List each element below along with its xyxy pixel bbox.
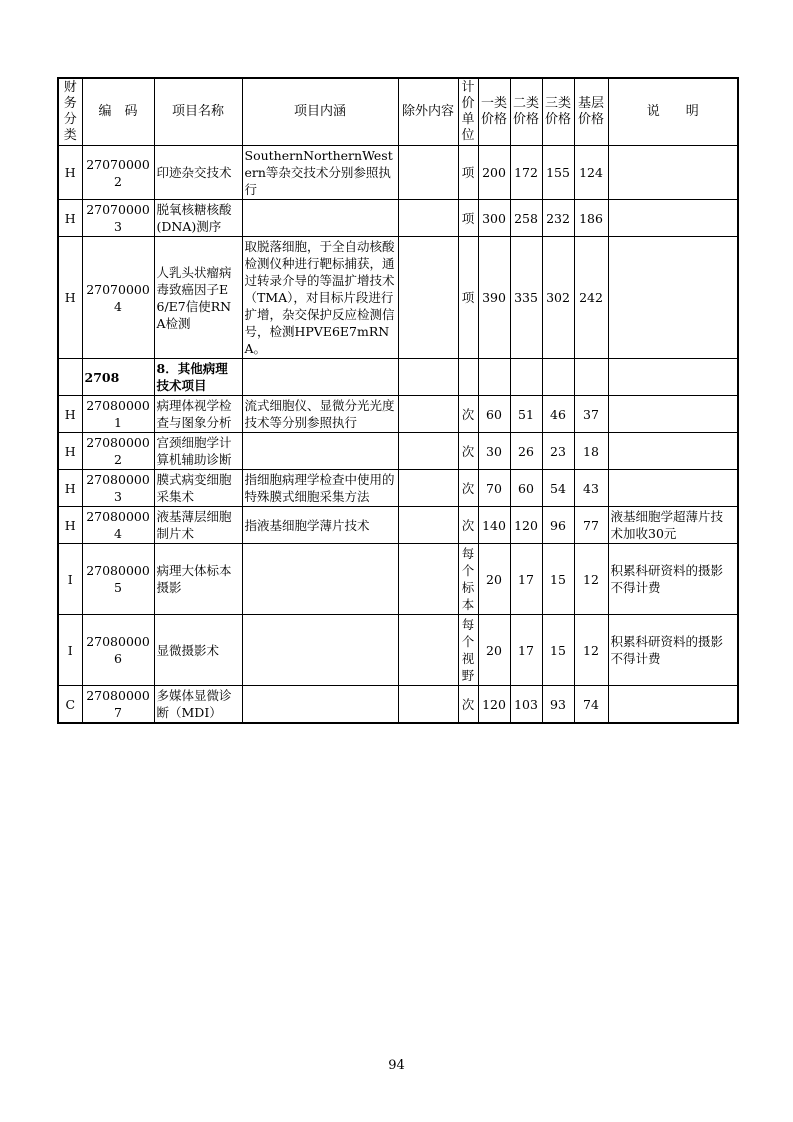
row-price1: 20 [478,615,510,686]
row-exclusions [398,433,458,470]
header-price1: 一类价格 [478,78,510,146]
row-content [242,359,398,396]
row-price1: 200 [478,146,510,200]
row-code: 270800004 [82,507,154,544]
row-exclusions [398,200,458,237]
row-exclusions [398,470,458,507]
row-notes [608,359,738,396]
row-unit: 每个标本 [458,544,478,615]
row-notes [608,396,738,433]
row-name: 多媒体显微诊断（MDI） [154,686,242,724]
row-price-base: 77 [574,507,608,544]
row-price2: 17 [510,544,542,615]
table-row [58,396,738,433]
row-category: H [58,237,82,359]
row-price3: 93 [542,686,574,724]
row-name: 病理体视学检查与图象分析 [154,396,242,433]
table-row [58,433,738,470]
row-price2: 60 [510,470,542,507]
row-price2: 258 [510,200,542,237]
row-exclusions [398,544,458,615]
row-name: 8．其他病理技术项目 [154,359,242,396]
row-notes [608,146,738,200]
row-price-base: 124 [574,146,608,200]
row-price2: 120 [510,507,542,544]
header-price-base: 基层价格 [574,78,608,146]
row-price3: 96 [542,507,574,544]
row-category: I [58,615,82,686]
row-price-base: 242 [574,237,608,359]
row-price2: 17 [510,615,542,686]
row-unit: 次 [458,433,478,470]
row-price2 [510,359,542,396]
row-code: 270800002 [82,433,154,470]
row-category: C [58,686,82,724]
row-notes [608,237,738,359]
row-price-base: 186 [574,200,608,237]
row-price-base: 12 [574,544,608,615]
row-notes [608,686,738,724]
row-code: 270700002 [82,146,154,200]
row-price3: 15 [542,544,574,615]
row-content [242,200,398,237]
row-price1: 120 [478,686,510,724]
row-unit: 项 [458,200,478,237]
row-price-base [574,359,608,396]
price-table [57,77,739,724]
row-name: 病理大体标本摄影 [154,544,242,615]
row-price3 [542,359,574,396]
row-price3: 302 [542,237,574,359]
row-content [242,686,398,724]
row-price2: 51 [510,396,542,433]
row-code: 270800007 [82,686,154,724]
row-content: 指液基细胞学薄片技术 [242,507,398,544]
row-name: 印迹杂交技术 [154,146,242,200]
table-row [58,544,738,615]
row-unit: 次 [458,507,478,544]
table-row [58,237,738,359]
table-row [58,200,738,237]
row-price3: 54 [542,470,574,507]
row-name: 脱氧核糖核酸(DNA)测序 [154,200,242,237]
row-exclusions [398,237,458,359]
row-name: 显微摄影术 [154,615,242,686]
row-code: 2708 [82,359,154,396]
row-price1: 70 [478,470,510,507]
row-category: H [58,200,82,237]
row-unit: 次 [458,470,478,507]
row-price1: 60 [478,396,510,433]
header-content: 项目内涵 [242,78,398,146]
header-notes: 说 明 [608,78,738,146]
row-code: 270800003 [82,470,154,507]
row-price2: 172 [510,146,542,200]
row-content: SouthernNorthernWestern等杂交技术分别参照执行 [242,146,398,200]
row-code: 270800005 [82,544,154,615]
row-price1: 30 [478,433,510,470]
row-exclusions [398,146,458,200]
row-unit [458,359,478,396]
row-notes [608,433,738,470]
row-price2: 103 [510,686,542,724]
row-price2: 26 [510,433,542,470]
row-price1: 390 [478,237,510,359]
row-unit: 次 [458,686,478,724]
row-category: H [58,146,82,200]
table-row [58,615,738,686]
row-content: 指细胞病理学检查中使用的特殊膜式细胞采集方法 [242,470,398,507]
row-category: H [58,433,82,470]
row-notes [608,470,738,507]
table-row [58,359,738,396]
header-name: 项目名称 [154,78,242,146]
row-code: 270700003 [82,200,154,237]
row-code: 270800001 [82,396,154,433]
row-name: 膜式病变细胞采集术 [154,470,242,507]
row-price-base: 37 [574,396,608,433]
row-notes: 积累科研资料的摄影不得计费 [608,615,738,686]
row-content [242,615,398,686]
row-price-base: 74 [574,686,608,724]
row-price2: 335 [510,237,542,359]
row-category: H [58,470,82,507]
row-content: 取脱落细胞，于全自动核酸检测仪种进行靶标捕获，通过转录介导的等温扩增技术（TMA），对目标片段进行扩增，杂交保护反应检测信号，检测HPVE6E7mRNA。 [242,237,398,359]
row-unit: 项 [458,146,478,200]
row-price-base: 18 [574,433,608,470]
row-price3: 46 [542,396,574,433]
row-price1 [478,359,510,396]
header-exclusions: 除外内容 [398,78,458,146]
row-content [242,544,398,615]
row-price1: 140 [478,507,510,544]
row-price1: 300 [478,200,510,237]
table-row [58,686,738,724]
row-exclusions [398,359,458,396]
row-name: 人乳头状瘤病毒致癌因子E6/E7信使RNA检测 [154,237,242,359]
row-category: H [58,396,82,433]
row-category [58,359,82,396]
row-notes: 积累科研资料的摄影不得计费 [608,544,738,615]
table-row [58,146,738,200]
row-exclusions [398,507,458,544]
row-price-base: 12 [574,615,608,686]
row-unit: 次 [458,396,478,433]
row-notes [608,200,738,237]
row-code: 270800006 [82,615,154,686]
row-price3: 23 [542,433,574,470]
row-exclusions [398,686,458,724]
row-name: 宫颈细胞学计算机辅助诊断 [154,433,242,470]
row-price3: 15 [542,615,574,686]
row-price3: 155 [542,146,574,200]
row-exclusions [398,615,458,686]
row-content: 流式细胞仪、显微分光光度技术等分别参照执行 [242,396,398,433]
row-notes: 液基细胞学超薄片技术加收30元 [608,507,738,544]
row-price-base: 43 [574,470,608,507]
table-row [58,470,738,507]
row-price3: 232 [542,200,574,237]
header-code: 编 码 [82,78,154,146]
header-price3: 三类价格 [542,78,574,146]
row-unit: 项 [458,237,478,359]
row-exclusions [398,396,458,433]
header-row [58,78,738,146]
table-row [58,507,738,544]
row-content [242,433,398,470]
row-category: H [58,507,82,544]
row-code: 270700004 [82,237,154,359]
row-price1: 20 [478,544,510,615]
header-price2: 二类价格 [510,78,542,146]
page-number: 94 [388,1058,405,1073]
row-category: I [58,544,82,615]
header-unit: 计价单位 [458,78,478,146]
header-category: 财务分类 [58,78,82,146]
row-name: 液基薄层细胞制片术 [154,507,242,544]
row-unit: 每个视野 [458,615,478,686]
